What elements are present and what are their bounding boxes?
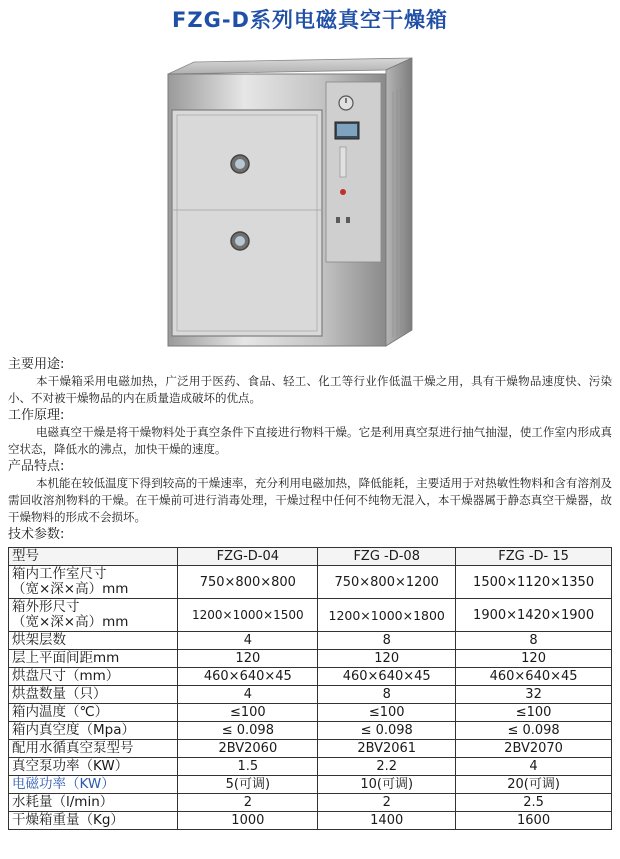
table-cell: 4 bbox=[456, 758, 612, 776]
table-row bbox=[9, 776, 612, 794]
table-cell: 1400 bbox=[318, 812, 456, 830]
row-label: 真空泵功率（KW） bbox=[9, 758, 178, 776]
page-title: FZG-D系列电磁真空干燥箱 bbox=[172, 8, 448, 32]
table-cell: 460×640×45 bbox=[318, 668, 456, 686]
table-row bbox=[9, 668, 612, 686]
table-cell: 2 bbox=[318, 794, 456, 812]
table-cell: 5(可调) bbox=[178, 776, 318, 794]
header-cell-model: 型号 bbox=[9, 548, 178, 566]
table-cell: 1600 bbox=[456, 812, 612, 830]
table-cell: 4 bbox=[178, 686, 318, 704]
table-cell: 2.5 bbox=[456, 794, 612, 812]
table-cell: 120 bbox=[456, 650, 612, 668]
row-label: 配用水循真空泵型号 bbox=[9, 740, 178, 758]
table-cell: 20(可调) bbox=[456, 776, 612, 794]
features-text: 本机能在较低温度下得到较高的干燥速率，充分利用电磁加热，降低能耗，主要适用于对热敏性物料和含有溶剂及需回收溶剂物料的干燥。在干燥前可进行消毒处理，干燥过程中任何不纯物无混入，本干燥器属于静态真空干燥器，故干燥物料的形成不会损坏。 bbox=[8, 476, 612, 524]
table-cell: 1900×1420×1900 bbox=[456, 599, 612, 632]
table-cell: ≤ 0.098 bbox=[178, 722, 318, 740]
table-cell: 1200×1000×1800 bbox=[318, 599, 456, 632]
row-label: 烘盘数量（只） bbox=[9, 686, 178, 704]
table-cell: ≤100 bbox=[456, 704, 612, 722]
row-label: 干燥箱重量（Kg） bbox=[9, 812, 178, 830]
table-cell: 2 bbox=[178, 794, 318, 812]
row-label: 电磁功率（KW） bbox=[9, 776, 178, 794]
row-label: 烘架层数 bbox=[9, 632, 178, 650]
table-cell: 2BV2060 bbox=[178, 740, 318, 758]
spec-table bbox=[8, 547, 612, 830]
table-row bbox=[9, 722, 612, 740]
table-row bbox=[9, 650, 612, 668]
table-cell: 32 bbox=[456, 686, 612, 704]
principle-heading: 工作原理: bbox=[8, 408, 65, 423]
table-row bbox=[9, 566, 612, 599]
table-cell: ≤100 bbox=[318, 704, 456, 722]
table-cell: 2BV2070 bbox=[456, 740, 612, 758]
use-text: 本干燥箱采用电磁加热，广泛用于医药、食品、轻工、化工等行业作低温干燥之用，具有干燥物品速度快、污染小、不对被干燥物品的内在质量造成破坏的优点。 bbox=[8, 374, 612, 405]
row-label: 烘盘尺寸（mm） bbox=[9, 668, 178, 686]
table-cell: 750×800×1200 bbox=[318, 566, 456, 599]
use-heading: 主要用途: bbox=[8, 357, 65, 372]
row-label: 箱内温度（℃） bbox=[9, 704, 178, 722]
principle-text: 电磁真空干燥是将干燥物料处于真空条件下直接进行物料干燥。它是利用真空泵进行抽气抽湿，使工作室内形成真空状态，降低水的沸点，加快干燥的速度。 bbox=[8, 425, 612, 456]
table-row bbox=[9, 632, 612, 650]
table-cell: 460×640×45 bbox=[178, 668, 318, 686]
table-row bbox=[9, 812, 612, 830]
table-cell: 8 bbox=[318, 632, 456, 650]
dryer-cabinet-illustration bbox=[150, 52, 455, 352]
description-section bbox=[8, 356, 612, 543]
table-cell: 1.5 bbox=[178, 758, 318, 776]
row-label: 箱外形尺寸 （宽×深×高）mm bbox=[9, 599, 178, 632]
row-label: 层上平面间距mm bbox=[9, 650, 178, 668]
table-cell: 2BV2061 bbox=[318, 740, 456, 758]
table-cell: 1500×1120×1350 bbox=[456, 566, 612, 599]
table-cell: ≤100 bbox=[178, 704, 318, 722]
header-cell-fzg-d-04: FZG-D-04 bbox=[178, 548, 318, 566]
table-cell: ≤ 0.098 bbox=[318, 722, 456, 740]
table-row bbox=[9, 704, 612, 722]
row-label: 水耗量（l/min） bbox=[9, 794, 178, 812]
table-row bbox=[9, 758, 612, 776]
table-cell: 460×640×45 bbox=[456, 668, 612, 686]
specs-heading: 技术参数: bbox=[8, 527, 65, 542]
features-heading: 产品特点: bbox=[8, 459, 65, 474]
header-cell-fzg-d-08: FZG -D-08 bbox=[318, 548, 456, 566]
table-row bbox=[9, 599, 612, 632]
row-label: 箱内工作室尺寸 （宽×深×高）mm bbox=[9, 566, 178, 599]
table-cell: 4 bbox=[178, 632, 318, 650]
table-cell: 8 bbox=[318, 686, 456, 704]
table-cell: 120 bbox=[178, 650, 318, 668]
table-header-row bbox=[9, 548, 612, 566]
table-row bbox=[9, 794, 612, 812]
table-cell: 1000 bbox=[178, 812, 318, 830]
header-cell-fzg-d-15: FZG -D- 15 bbox=[456, 548, 612, 566]
table-cell: ≤ 0.098 bbox=[456, 722, 612, 740]
table-row bbox=[9, 740, 612, 758]
table-cell: 8 bbox=[456, 632, 612, 650]
table-cell: 750×800×800 bbox=[178, 566, 318, 599]
table-cell: 120 bbox=[318, 650, 456, 668]
table-cell: 2.2 bbox=[318, 758, 456, 776]
table-row bbox=[9, 686, 612, 704]
table-cell: 10(可调) bbox=[318, 776, 456, 794]
row-label: 箱内真空度（Mpa） bbox=[9, 722, 178, 740]
table-cell: 1200×1000×1500 bbox=[178, 599, 318, 632]
